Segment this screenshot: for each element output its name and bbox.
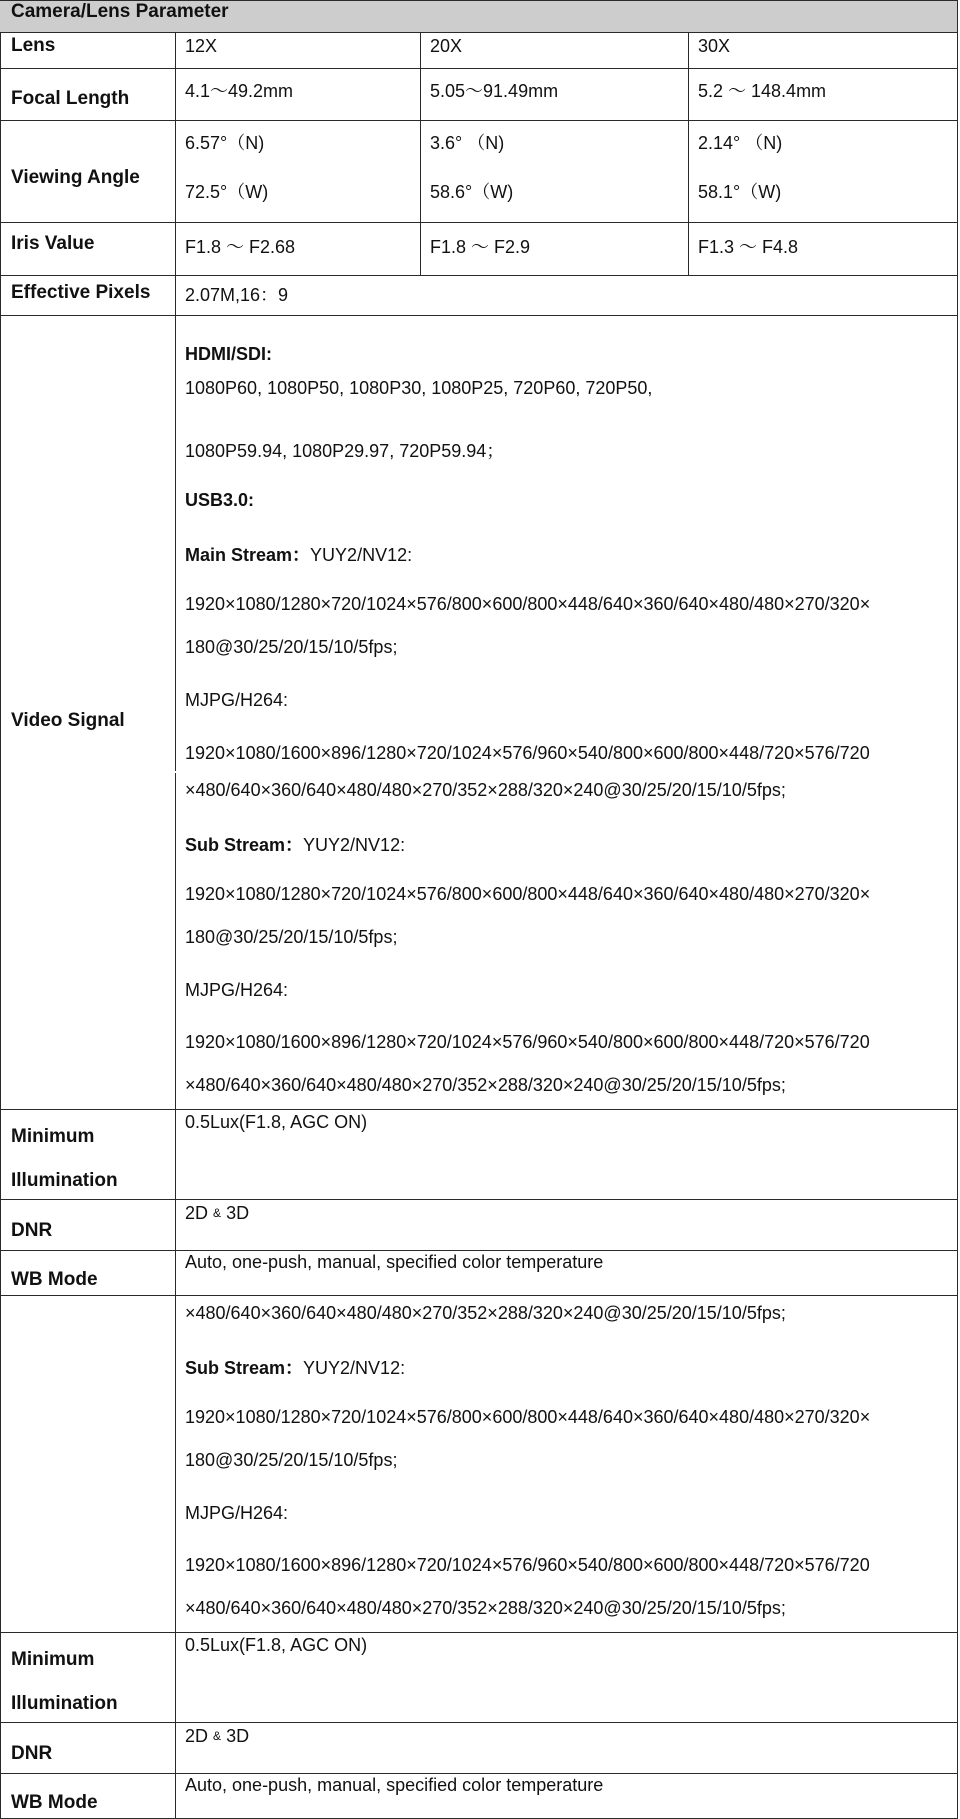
repeat-yuy-line-2: 180@30/25/20/15/10/5fps; [185,1450,398,1470]
row-wb-mode [0,1251,957,1296]
row-effective-pixels [0,276,957,316]
row-minimum-illumination-repeat [0,1633,957,1723]
main-yuy-line-1: 1920×1080/1280×720/1024×576/800×600/800×448/640×360/640×480/480×270/320× [185,594,871,614]
wb-mode-value: Auto, one-push, manual, specified color temperature [185,1252,604,1272]
wb-mode-repeat-label: WB Mode [11,1792,98,1813]
iris-label: Iris Value [11,233,95,254]
row-video-signal-cont [0,773,957,1110]
usb30-heading: USB3.0: [185,490,255,510]
row-video-signal [0,316,957,771]
dnr-label: DNR [11,1220,53,1241]
repeat-mjpg-line-2b: ×480/640×360/640×480/480×270/352×288/320×240@30/25/20/15/10/5fps; [185,1598,786,1618]
min-illum-value: 0.5Lux(F1.8, AGC ON) [185,1112,368,1132]
focal-30x: 5.2 ～ 148.4mm [698,81,827,101]
sub-mjpg-line-1: 1920×1080/1600×896/1280×720/1024×576/960×540/800×600/800×448/720×576/720 [185,1032,870,1052]
lens-label: Lens [11,35,56,56]
focal-length-label: Focal Length [11,88,130,109]
row-dnr-repeat [0,1723,957,1774]
viewing-n-30x: 2.14° （N) [698,133,783,153]
iris-20x: F1.8 ～ F2.9 [430,237,531,257]
dnr-repeat-value: 2D & 3D [185,1726,250,1746]
dnr-repeat-label: DNR [11,1743,53,1764]
min-illum-label-2: Illumination [11,1170,118,1191]
min-illum-repeat-value: 0.5Lux(F1.8, AGC ON) [185,1635,368,1655]
main-mjpg-line-1: 1920×1080/1600×896/1280×720/1024×576/960×540/800×600/800×448/720×576/720 [185,743,870,763]
repeat-mjpg-line-1: 1920×1080/1600×896/1280×720/1024×576/960×540/800×600/800×448/720×576/720 [185,1555,870,1575]
effective-pixels-label: Effective Pixels [11,282,151,303]
viewing-n-12x: 6.57°（N) [185,133,265,153]
sub-yuy-line-1: 1920×1080/1280×720/1024×576/800×600/800×448/640×360/640×480/480×270/320× [185,884,871,904]
main-stream-line: Main Stream：YUY2/NV12: [185,545,413,565]
table-right-border [957,0,958,1819]
viewing-w-12x: 72.5°（W) [185,182,269,202]
repeat-yuy-line-1: 1920×1080/1280×720/1024×576/800×600/800×448/640×360/640×480/480×270/320× [185,1407,871,1427]
hdmi-formats-line-2: 1080P59.94, 1080P29.97, 720P59.94； [185,441,505,461]
repeat-mjpg-line-2: ×480/640×360/640×480/480×270/352×288/320×240@30/25/20/15/10/5fps; [185,1303,786,1323]
main-mjpg-heading: MJPG/H264: [185,690,289,710]
row-wb-mode-repeat [0,1774,957,1819]
wb-mode-repeat-value: Auto, one-push, manual, specified color temperature [185,1775,604,1795]
repeat-mjpg-heading: MJPG/H264: [185,1503,289,1523]
iris-12x: F1.8 ～ F2.68 [185,237,296,257]
row-video-signal-repeat [0,1296,957,1633]
hdmi-sdi-heading: HDMI/SDI: [185,344,272,364]
main-mjpg-line-2: ×480/640×360/640×480/480×270/352×288/320×240@30/25/20/15/10/5fps; [185,780,786,800]
iris-30x: F1.3 ～ F4.8 [698,237,799,257]
row-viewing-angle [0,121,957,223]
table-header [0,0,957,33]
video-signal-label: Video Signal [11,710,125,731]
hdmi-formats-line-1: 1080P60, 1080P50, 1080P30, 1080P25, 720P60, 720P50, [185,378,653,398]
row-dnr [0,1200,957,1251]
effective-pixels-value: 2.07M,16：9 [185,285,289,305]
sub-stream-line: Sub Stream：YUY2/NV12: [185,835,406,855]
min-illum-repeat-label-1: Minimum [11,1649,95,1670]
lens-20x: 20X [430,36,463,56]
sub-mjpg-line-2: ×480/640×360/640×480/480×270/352×288/320×240@30/25/20/15/10/5fps; [185,1075,786,1095]
viewing-w-30x: 58.1°（W) [698,182,782,202]
min-illum-label-1: Minimum [11,1126,95,1147]
row-focal-length [0,69,957,121]
row-iris-value [0,223,957,276]
focal-12x: 4.1～49.2mm [185,81,294,101]
repeat-sub-stream-line: Sub Stream：YUY2/NV12: [185,1358,406,1378]
viewing-n-20x: 3.6° （N) [430,133,505,153]
sub-mjpg-heading: MJPG/H264: [185,980,289,1000]
viewing-w-20x: 58.6°（W) [430,182,514,202]
row-minimum-illumination [0,1110,957,1200]
row-lens [0,33,957,69]
lens-12x: 12X [185,36,218,56]
focal-20x: 5.05～91.49mm [430,81,559,101]
dnr-value: 2D & 3D [185,1203,250,1223]
viewing-angle-label: Viewing Angle [11,167,140,188]
lens-30x: 30X [698,36,731,56]
min-illum-repeat-label-2: Illumination [11,1693,118,1714]
wb-mode-label: WB Mode [11,1269,98,1290]
table-title: Camera/Lens Parameter [11,1,229,22]
sub-yuy-line-2: 180@30/25/20/15/10/5fps; [185,927,398,947]
main-yuy-line-2: 180@30/25/20/15/10/5fps; [185,637,398,657]
